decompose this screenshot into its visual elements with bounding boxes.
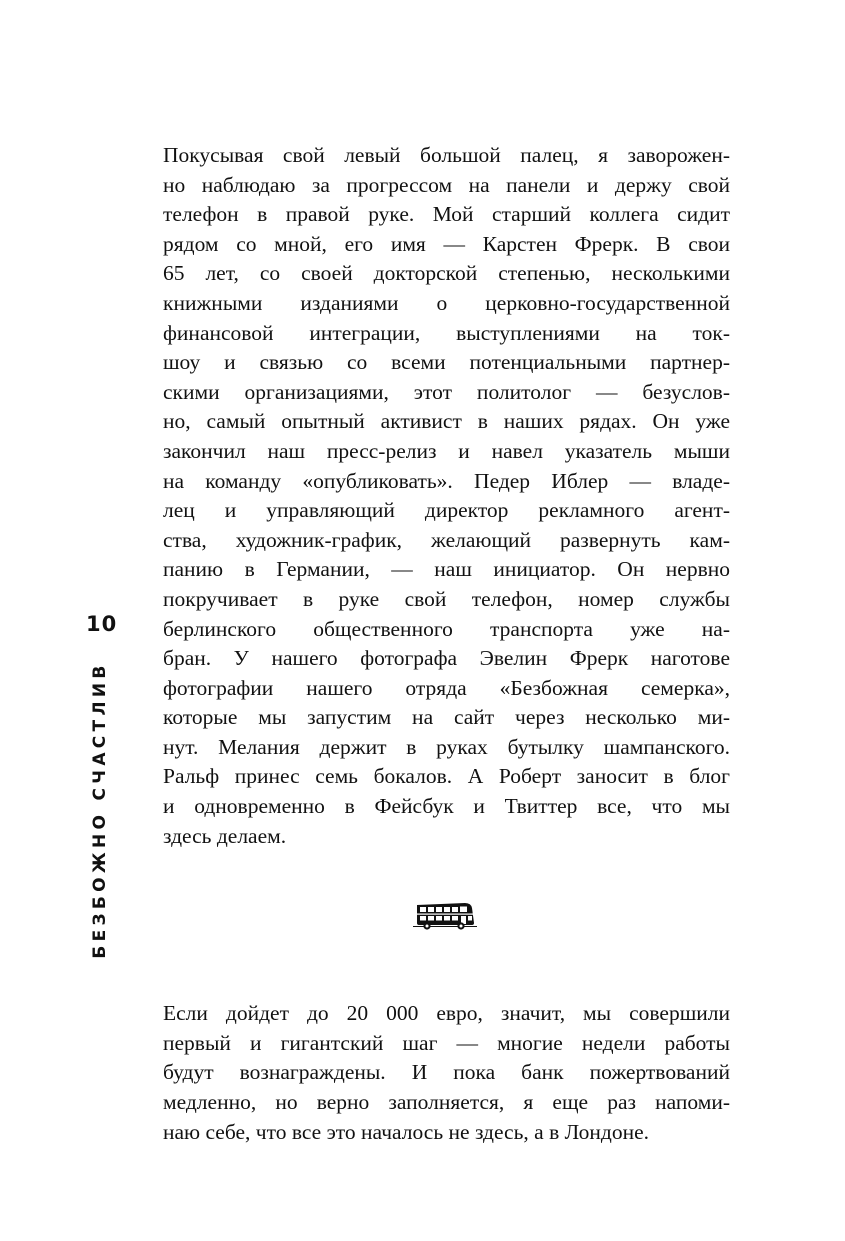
text-line: нут. Мелания держит в руках бутылку шампанского.: [163, 734, 730, 759]
paragraph-2: [163, 999, 730, 1147]
text-line: панию в Германии, — наш инициатор. Он нервно: [163, 557, 730, 582]
double-decker-bus-icon: [413, 899, 477, 931]
text-line: скими организациями, этот политолог — безуслов-: [163, 379, 730, 404]
text-line: которые мы запустим на сайт через несколько ми-: [163, 705, 730, 730]
text-line: шоу и связью со всеми потенциальными партнер-: [163, 350, 730, 375]
text-line: рядом со мной, его имя — Карстен Фрерк. В свои: [163, 231, 730, 256]
text-line: на команду «опубликовать». Педер Иблер — владе-: [163, 468, 730, 493]
page-number: 10: [86, 612, 118, 636]
text-line: будут вознаграждены. И пока банк пожертвований: [163, 1060, 730, 1085]
text-line: покручивает в руке свой телефон, номер службы: [163, 586, 730, 611]
text-line: и одновременно в Фейсбук и Твиттер все, что мы: [163, 794, 730, 819]
text-line: берлинского общественного транспорта уже на-: [163, 616, 730, 641]
text-line: финансовой интеграции, выступлениями на ток-: [163, 320, 730, 345]
running-title-text: БЕЗБОЖНО СЧАСТЛИВ: [90, 661, 110, 959]
text-line: ства, художник-график, желающий развернуть кам-: [163, 527, 730, 552]
page-body: [163, 141, 730, 1147]
text-line: но, самый опытный активист в наших рядах. Он уже: [163, 409, 730, 434]
text-line: книжными изданиями о церковно-государственной: [163, 290, 730, 315]
text-line: Ральф принес семь бокалов. А Роберт заносит в блог: [163, 764, 730, 789]
text-line: Если дойдет до 20 000 евро, значит, мы совершили: [163, 1001, 730, 1026]
text-line: Покусывая свой левый большой палец, я заворожен-: [163, 143, 730, 167]
text-line: телефон в правой руке. Мой старший коллега сидит: [163, 202, 730, 227]
text-line: но наблюдаю за прогрессом на панели и держу свой: [163, 172, 730, 197]
text-line: бран. У нашего фотографа Эвелин Фрерк наготове: [163, 646, 730, 671]
text-line: закончил наш пресс-релиз и навел указатель мыши: [163, 438, 730, 463]
section-break: [163, 851, 730, 999]
text-line: первый и гигантский шаг — многие недели работы: [163, 1030, 730, 1055]
text-line: лец и управляющий директор рекламного агент-: [163, 498, 730, 523]
text-line: фотографии нашего отряда «Безбожная семерка»,: [163, 675, 730, 700]
text-line: здесь делаем.: [163, 823, 287, 848]
text-line: 65 лет, со своей докторской степенью, несколькими: [163, 261, 730, 286]
text-line: медленно, но верно заполняется, я еще раз напоми-: [163, 1090, 730, 1115]
paragraph-1: [163, 141, 730, 851]
text-line: наю себе, что все это началось не здесь, а в Лондоне.: [163, 1119, 650, 1144]
